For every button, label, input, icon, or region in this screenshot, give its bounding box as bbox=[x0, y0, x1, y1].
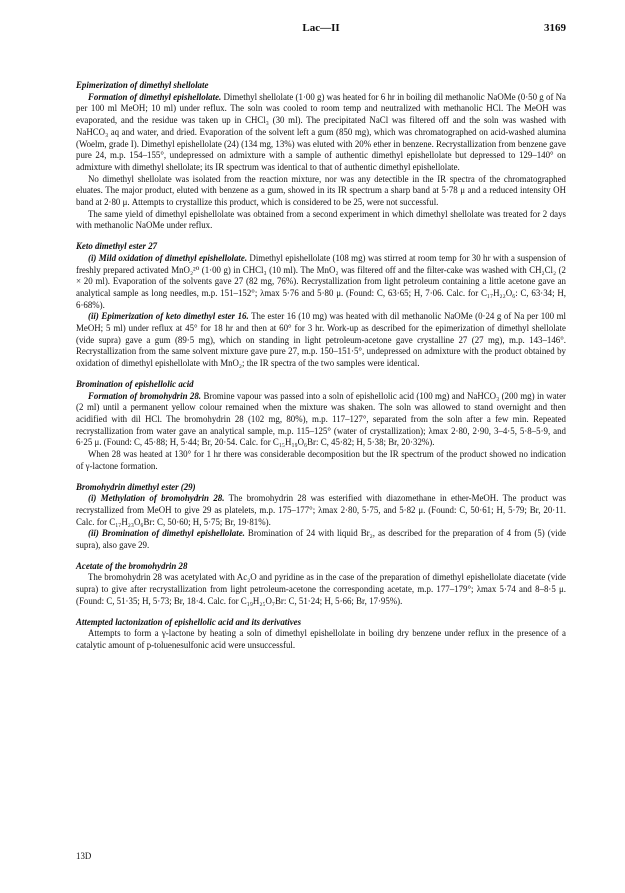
section-heading: Keto dimethyl ester 27 bbox=[76, 241, 158, 252]
section-heading: Bromination of epishellolic acid bbox=[76, 378, 194, 389]
paragraph-text: Attempts to form a γ-lactone by heating a soln of dimethyl epishellolate in boiling dry benzene under reflux in the presence of a catalytic amount of p-toluenesulfonic acid were unsuccessful. bbox=[76, 628, 566, 650]
section-heading: Bromohydrin dimethyl ester (29) bbox=[76, 481, 196, 492]
paragraph-text: Dimethyl shellolate (1·00 g) was heated for 6 hr in boiling dil methanolic NaOMe (0·50 g of Na per 100 ml MeOH; 10 ml) under reflux. The soln was cooled to room temp and neutralized with methanolic HCl. The MeOH was evaporated, and the residue was taken up in CHCl₃ (30 ml). The precipitated NaCl was filtered off and the soln was washed with NaHCO₃ aq and water, and dried. Evaporation of the solvent left a gum (850 mg), which was chromatographed on acid-washed alumina (Woelm, grade I). Dimethyl epishellolate (24) (134 mg, 13%) was eluted with 20% ether in benzene. Recrystallization from benzene gave pure 24, m.p. 154–155°, undepressed on admixture with a sample of authentic dimethyl epishellolate but depressed to 129–140° on admixture with dimethyl shellolate; its IR spectrum was identical to that of authentic dimethyl epishellolate. bbox=[76, 91, 566, 172]
paragraph bbox=[76, 174, 566, 209]
paragraph-text: Bromination of 24 with liquid Br₂, as described for the preparation of 4 from (5) (vide supra), also gave 29. bbox=[76, 528, 566, 551]
section-heading: Epimerization of dimethyl shellolate bbox=[76, 80, 209, 90]
paragraph bbox=[76, 572, 566, 607]
paragraph bbox=[76, 92, 566, 174]
running-title: Lac—II bbox=[302, 22, 340, 34]
section-acetate bbox=[76, 561, 566, 608]
paragraph-text: Dimethyl epishellolate (108 mg) was stirred at room temp for 30 hr with a suspension of freshly prepared activated MnO₂²⁰ (1·00 g) in CHCl₃ (10 ml). The MnO₂ was filtered off and the filter-cake was washed with CH₂Cl₂ (2 × 20 ml). Evaporation of the solvents gave 27 (82 mg, 76%). Recrystallization from light petroleum containing a little acetone gave an analytical sample as long needles, m.p. 151–152°; λmax 5·76 and 5·80 μ. (Found: C, 63·65; H, 7·06. Calc. for C₁₇H₂₂O₆: C, 63·34; H, 6·68%). bbox=[76, 252, 567, 310]
paragraph bbox=[76, 253, 566, 312]
paragraph bbox=[76, 209, 566, 232]
paragraph-lead: (ii) Bromination of dimethyl epishellolate. bbox=[88, 528, 245, 539]
section-lactonization bbox=[76, 617, 566, 652]
paragraph-text: When 28 was heated at 130° for 1 hr there was considerable decomposition but the IR spectrum of the product showed no indication of γ-lactone formation. bbox=[76, 449, 566, 471]
section-bromohydrin-ester bbox=[76, 482, 566, 552]
paragraph-text: Bromine vapour was passed into a soln of epishellolic acid (100 mg) and NaHCO₃ (200 mg) in water (2 ml) until a permanent yellow colour remained when the mixture was shaken. The soln was allowed to stand overnight and then acidified with dil HCl. The bromohydrin 28 (102 mg, 80%), m.p. 117–127°, separated from the soln after a few min. Repeated recrystallization from water gave an analytical sample, m.p. 115–125° (water of crystallization); λmax 2·80, 2·90, 3–4·5, 5·8–5·9, and 6·25 μ. (Found: C, 45·88; H, 5·44; Br, 20·54. Calc. for C₁₅H₁₉O₆Br: C, 45·82; H, 5·38; Br, 20·32%). bbox=[76, 390, 567, 448]
paragraph-text: No dimethyl shellolate was isolated from the reaction mixture, nor was any detectible in the IR spectra of the chromatographed eluates. The major product, eluted with benzene as a gum, showed in its IR spectrum a sharp band at 5·78 μ and a reduced intensity OH band at 2·80 μ. Attempts to crystallize this product, which is considered to be 25, were not successful. bbox=[76, 173, 566, 208]
paragraph-text: The same yield of dimethyl epishellolate was obtained from a second experiment in which dimethyl shellolate was treated for 2 days with methanolic NaOMe under reflux. bbox=[76, 208, 566, 231]
paragraph-text: The bromohydrin 28 was esterified with diazomethane in ether-MeOH. The product was recrystallized from MeOH to give 29 as platelets, m.p. 175–177°; λmax 2·80, 5·75, and 5·82 μ. (Found: C, 50·61; H, 5·79; Br, 20·11. Calc. for C₁₇H₂₃O₆Br: C, 50·60; H, 5·75; Br, 19·81%). bbox=[76, 493, 566, 527]
section-bromination bbox=[76, 379, 566, 473]
article-body bbox=[76, 80, 566, 661]
paragraph bbox=[76, 493, 566, 528]
paragraph bbox=[76, 449, 566, 472]
paragraph bbox=[76, 628, 566, 651]
paragraph-lead: (i) Mild oxidation of dimethyl epishellolate. bbox=[88, 252, 248, 263]
paragraph bbox=[76, 528, 566, 551]
page-header bbox=[76, 22, 566, 38]
section-keto-ester bbox=[76, 241, 566, 370]
paragraph-lead: (ii) Epimerization of keto dimethyl ester 16. bbox=[88, 311, 249, 322]
section-heading: Acetate of the bromohydrin 28 bbox=[76, 560, 188, 571]
paragraph-lead: Formation of dimethyl epishellolate. bbox=[88, 91, 222, 102]
paragraph bbox=[76, 311, 566, 370]
section-heading: Attempted lactonization of epishellolic acid and its derivatives bbox=[76, 616, 302, 627]
page-number: 3169 bbox=[544, 22, 566, 34]
paragraph-lead: Formation of bromohydrin 28. bbox=[88, 390, 202, 401]
footer-code: 13D bbox=[76, 851, 92, 861]
paragraph bbox=[76, 391, 566, 450]
paragraph-text: The bromohydrin 28 was acetylated with Ac₂O and pyridine as in the case of the preparation of dimethyl epishellolate diacetate (vide supra) to give after recrystallization from light petroleum-acetone the corresponding acetate, m.p. 177–179°; λmax 5·74 and 8–8·5 μ. (Found: C, 51·35; H, 5·73; Br, 18·4. Calc. for C₁₉H₂₅O₇Br: C, 51·24; H, 5·66; Br, 17·95%). bbox=[76, 572, 566, 606]
paragraph-text: The ester 16 (10 mg) was heated with dil methanolic NaOMe (0·24 g of Na per 100 ml MeOH; 5 ml) under reflux at 45° for 18 hr and then at 60° for 3 hr. Work-up as described for the epimerization of dimethyl shellolate (vide supra) gave a gum (89·5 mg), which on standing in light petroleum-acetone gave crystalline 27 (27 mg), m.p. 143–146°. Recrystallization from the same solvent mixture gave pure 27, m.p. 150–151·5°, undepressed on admixture with the product obtained by oxidation of dimethyl epishellolate with MnO₂; the IR spectra of the two samples were identical. bbox=[76, 311, 567, 369]
paragraph-lead: (i) Methylation of bromohydrin 28. bbox=[88, 493, 225, 504]
section-epimerization bbox=[76, 80, 566, 232]
